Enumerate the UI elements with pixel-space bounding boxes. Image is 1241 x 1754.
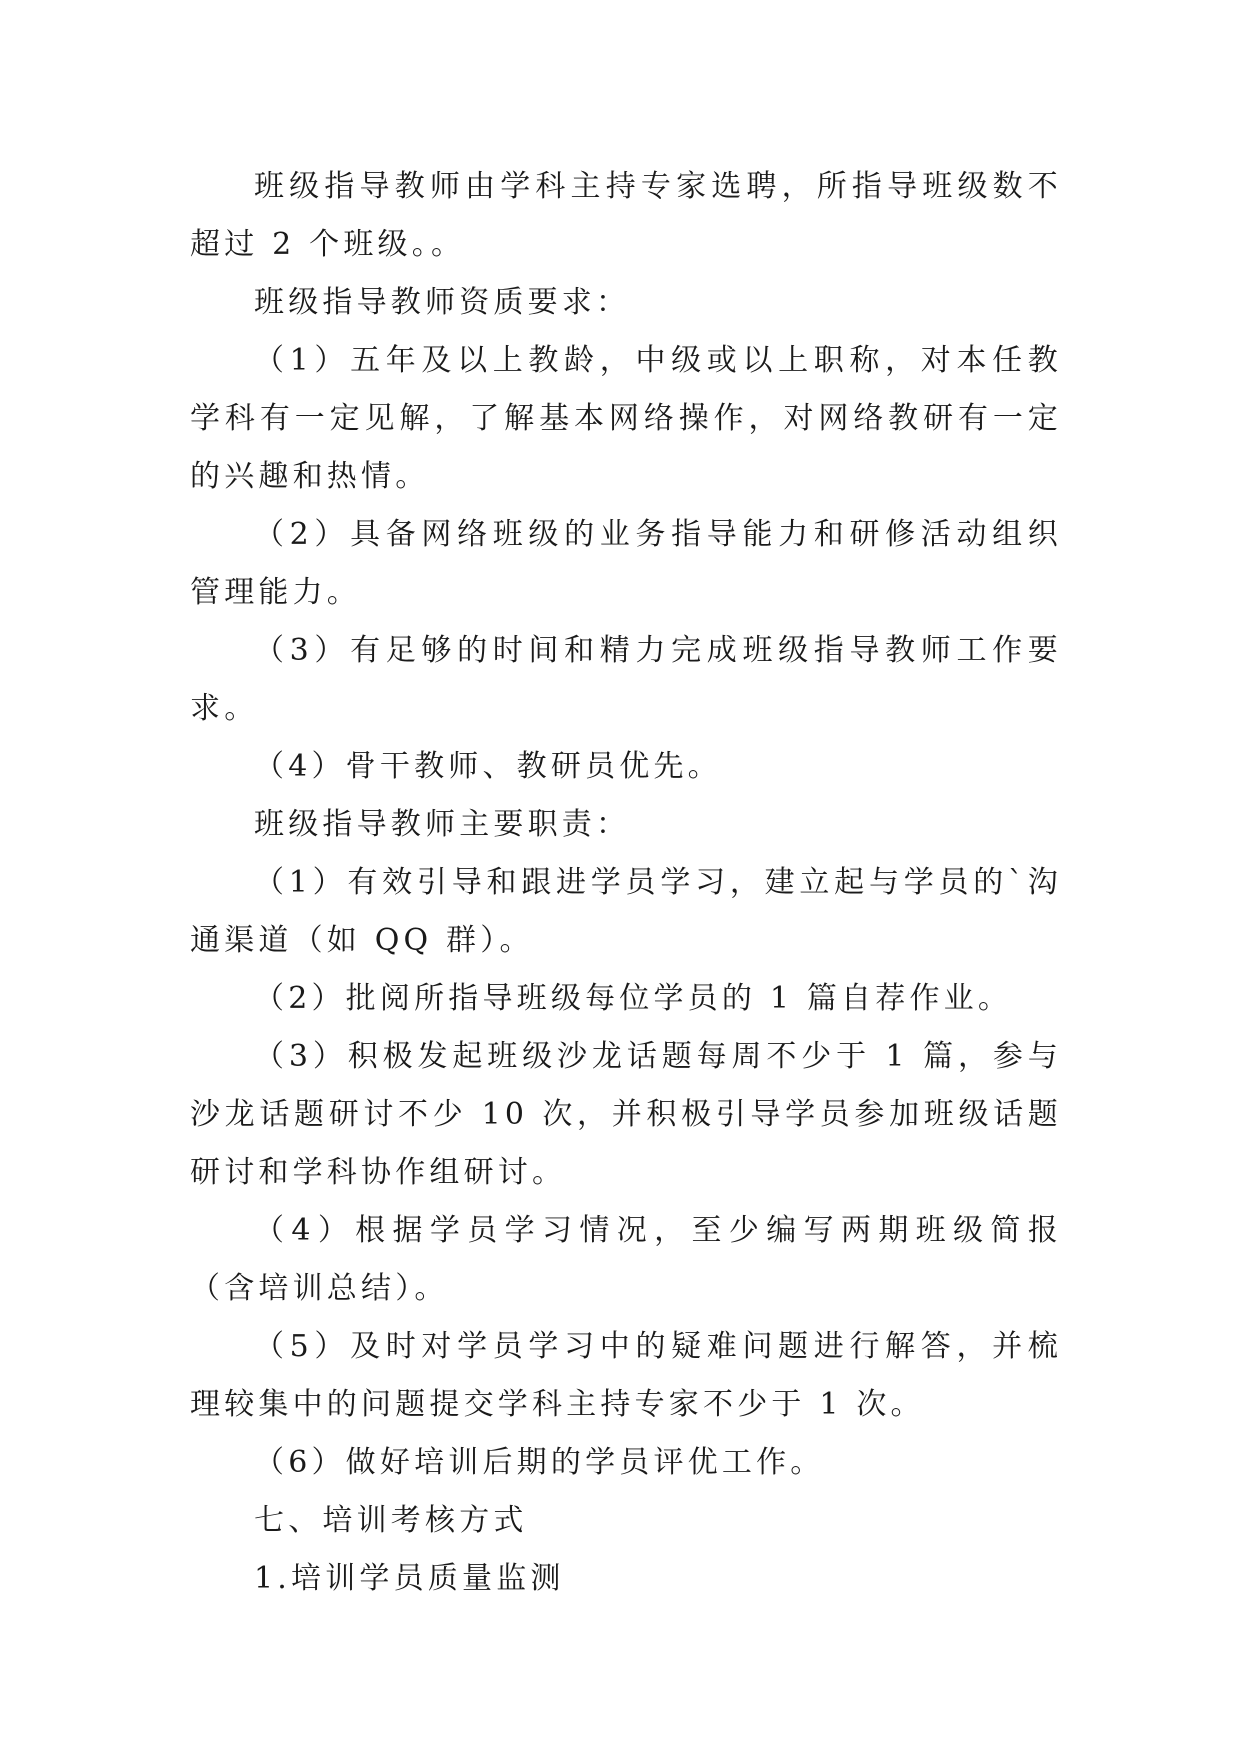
paragraph-qualification-1: （1）五年及以上教龄，中级或以上职称，对本任教学科有一定见解，了解基本网络操作，对网络教研有一定的兴趣和热情。 [190, 343, 1062, 494]
paragraph-qualification-3: （3）有足够的时间和精力完成班级指导教师工作要求。 [190, 633, 1062, 726]
paragraph-duty-1: （1）有效引导和跟进学员学习，建立起与学员的`沟通渠道（如 QQ 群）。 [190, 865, 1062, 958]
paragraph-selection-note: 班级指导教师由学科主持专家选聘，所指导班级数不超过 2 个班级。。 [190, 169, 1062, 262]
paragraph-duty-2: （2）批阅所指导班级每位学员的 1 篇自荐作业。 [254, 981, 1013, 1016]
paragraph-duty-5: （5）及时对学员学习中的疑难问题进行解答，并梳理较集中的问题提交学科主持专家不少于 1 次。 [190, 1329, 1062, 1422]
section-heading-assessment: 七、培训考核方式 [254, 1503, 528, 1538]
paragraph-qualification-heading: 班级指导教师资质要求： [254, 285, 631, 320]
paragraph-duty-3: （3）积极发起班级沙龙话题每周不少于 1 篇，参与沙龙话题研讨不少 10 次，并积极引导学员参加班级话题研讨和学科协作组研讨。 [190, 1039, 1062, 1190]
subsection-heading-quality-monitoring: 1.培训学员质量监测 [254, 1561, 565, 1596]
paragraph-qualification-4: （4）骨干教师、教研员优先。 [254, 749, 722, 784]
paragraph-duty-4: （4）根据学员学习情况，至少编写两期班级简报（含培训总结）。 [190, 1213, 1062, 1306]
document-body [190, 158, 1062, 1608]
paragraph-duties-heading: 班级指导教师主要职责： [254, 807, 631, 842]
paragraph-duty-6: （6）做好培训后期的学员评优工作。 [254, 1445, 825, 1480]
paragraph-qualification-2: （2）具备网络班级的业务指导能力和研修活动组织管理能力。 [190, 517, 1062, 610]
